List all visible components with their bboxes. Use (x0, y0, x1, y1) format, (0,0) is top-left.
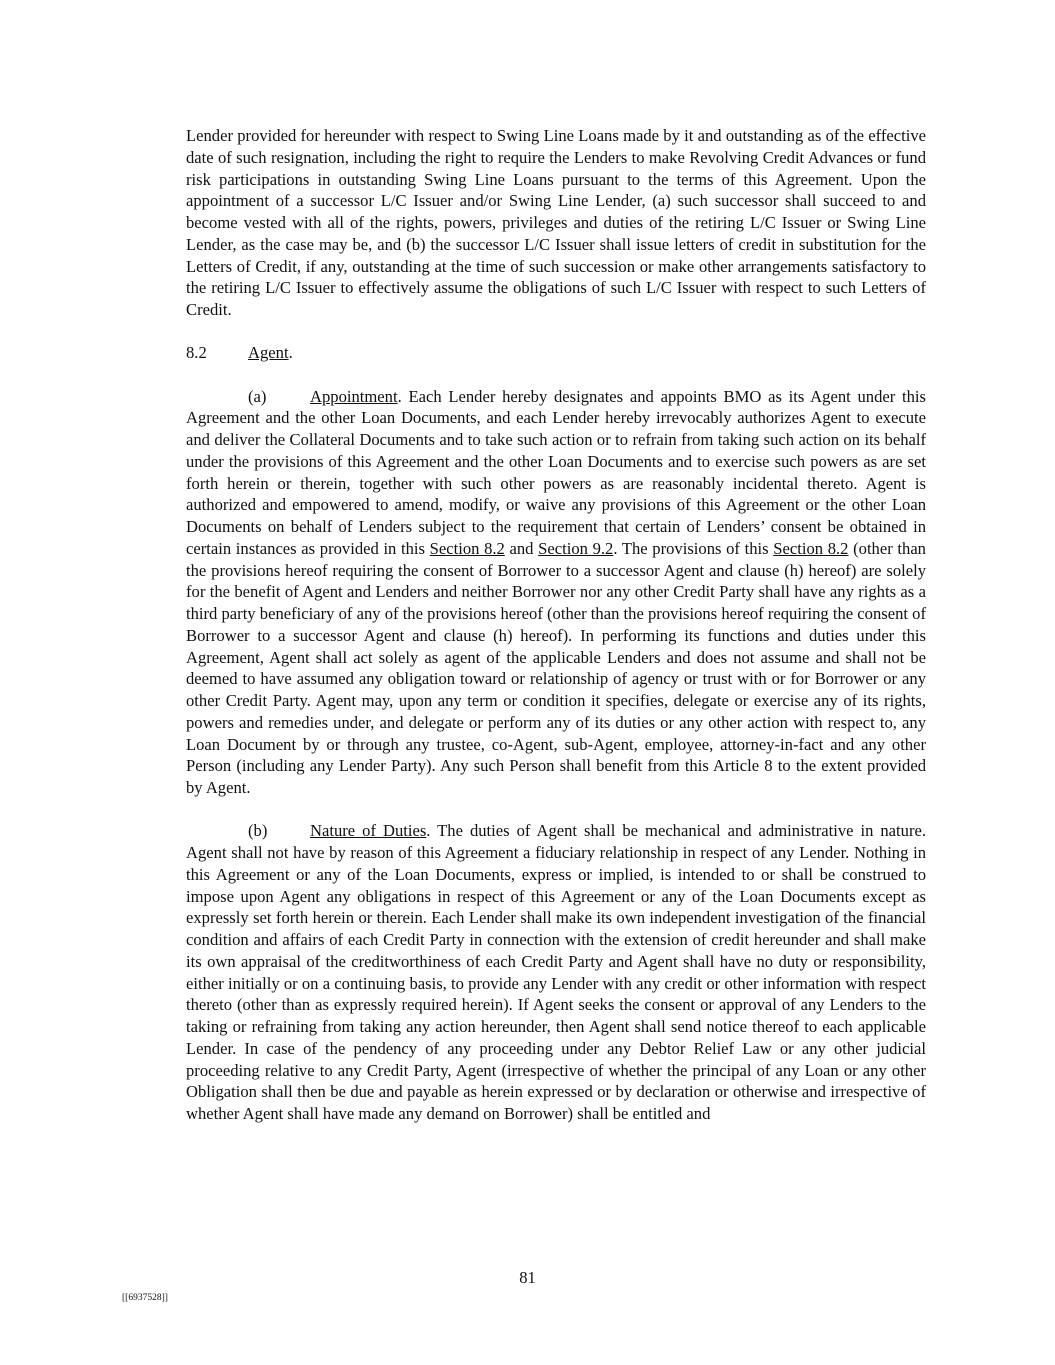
continuation-paragraph: Lender provided for hereunder with respect to Swing Line Loans made by it and outstanding as of the effective date of such resignation, including the right to require the Lenders to make Revolving Credit Advances or fund risk participations in outstanding Swing Line Loans pursuant to the terms of this Agreement. Upon the appointment of a successor L/C Issuer and/or Swing Line Lender, (a) such successor shall succeed to and become vested with all of the rights, powers, privileges and duties of the retiring L/C Issuer or Swing Line Lender, as the case may be, and (b) the successor L/C Issuer shall issue letters of credit in substitution for the Letters of Credit, if any, outstanding at the time of such succession or make other arrangements satisfactory to the retiring L/C Issuer to effectively assume the obligations of such L/C Issuer with respect to such Letters of Credit. (186, 126, 926, 319)
paragraph-spacer (186, 321, 926, 343)
section-heading (186, 342, 926, 364)
subsection-a-label: (a) (248, 386, 267, 406)
page-number: 81 (519, 1268, 536, 1287)
subsection-b-title: Nature of Duties (310, 821, 427, 841)
subsection-b-text-1: . The duties of Agent shall be mechanical and administrative in nature. Agent shall not have by reason of this Agreement a fiduciary relationship in respect of any Lender. Nothing in this Agreement or any of the Loan Documents, express or implied, is intended to or shall be construed to impose upon Agent any obligations in respect of this Agreement or any of the Loan Documents except as expressly set forth herein or therein. Each Lender shall make its own independent investigation of the financial condition and affairs of each Credit Party in connection with the extension of credit hereunder and shall make its own appraisal of the creditworthiness of each Credit Party and Agent shall have no duty or responsibility, either initially or on a continuing basis, to provide any Lender with any credit or other information with respect thereto (other than as expressly required herein). If Agent seeks the consent or approval of any Lenders to the taking or refraining from taking any action hereunder, then Agent shall send notice thereof to each applicable Lender. In case of the pendency of any proceeding under any Debtor Relief Law or any other judicial proceeding relative to any Credit Party, Agent (irrespective of whether the principal of any Loan or any other Obligation shall then be due and payable as herein expressed or by declaration or otherwise and irrespective of whether Agent shall have made any demand on Borrower) shall be entitled and (186, 821, 926, 1123)
section-title-wrap (248, 342, 293, 364)
subsection-a-text-4: (other than the provisions hereof requiring the consent of Borrower to a successor Agent and clause (h) hereof) are solely for the benefit of Agent and Lenders and neither Borrower nor any other Credit Party shall have any rights as a third party beneficiary of any of the provisions hereof (other than the provisions hereof requiring the consent of Borrower to a successor Agent and clause (h) hereof). In performing its functions and duties under this Agreement, Agent shall act solely as agent of the applicable Lenders and does not assume and shall not be deemed to have assumed any obligation toward or relationship of agency or trust with or for Borrower or any other Credit Party. Agent may, upon any term or condition it specifies, delegate or exercise any of its rights, powers and remedies under, and delegate or perform any of its duties or any other action with respect to, any Loan Document by or through any trustee, co-Agent, sub-Agent, employee, attorney-in-fact and any other Person (including any Lender Party). Any such Person shall benefit from this Article 8 to the extent provided by Agent. (186, 538, 926, 797)
subsection-b-label: (b) (248, 821, 268, 841)
subsection-a-paragraph (186, 386, 926, 799)
section-reference: Section 9.2 (538, 538, 614, 558)
paragraph-spacer (186, 364, 926, 386)
section-reference: Section 8.2 (429, 538, 505, 558)
subsection-a-text-2: and (504, 538, 539, 558)
subsection-a-text-1: . Each Lender hereby designates and appoints BMO as its Agent under this Agreement and the other Loan Documents, and each Lender hereby irrevocably authorizes Agent to execute and deliver the Collateral Documents and to take such action or to refrain from taking such action on its behalf under the provisions of this Agreement and the other Loan Documents and to exercise such powers as are set forth herein or therein, together with such other powers as are reasonably incidental thereto. Agent is authorized and empowered to amend, modify, or waive any provisions of this Agreement or the other Loan Documents on behalf of Lenders subject to the requirement that certain of Lenders’ consent be obtained in certain instances as provided in this (186, 386, 926, 558)
section-title: Agent (248, 343, 289, 363)
subsection-a-title: Appointment (310, 386, 398, 406)
subsection-b-paragraph (186, 820, 926, 1125)
section-number: 8.2 (186, 343, 207, 363)
document-page (186, 125, 926, 1125)
paragraph-spacer (186, 799, 926, 821)
subsection-a-text-3: . The provisions of this (613, 538, 774, 558)
document-id: [[6937528]] (122, 1293, 168, 1303)
section-reference: Section 8.2 (773, 538, 849, 558)
section-title-suffix: . (288, 343, 293, 363)
